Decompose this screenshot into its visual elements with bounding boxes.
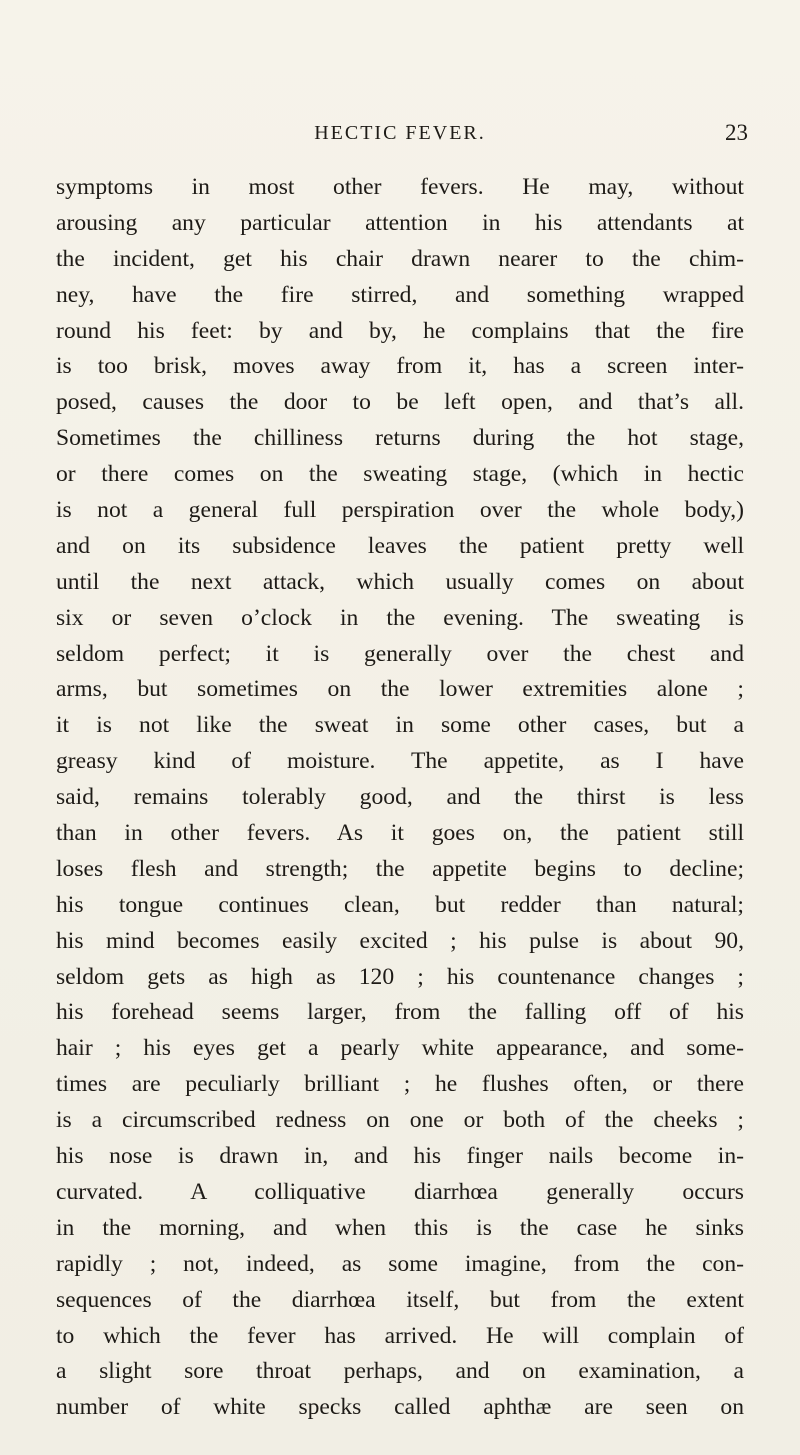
text-line: his mind becomes easily excited ; his pulse is about 90, <box>56 927 744 954</box>
text-line: said, remains tolerably good, and the thirst is less <box>56 784 744 811</box>
text-line: or there comes on the sweating stage, (which in hectic <box>56 461 744 488</box>
page-number: 23 <box>725 120 748 145</box>
running-head-title: HECTIC FEVER. <box>314 122 486 144</box>
body-text <box>56 170 744 1426</box>
text-line: number of white specks called aphthæ are seen on <box>56 1394 744 1421</box>
text-line: rapidly ; not, indeed, as some imagine, from the con- <box>56 1250 744 1277</box>
text-line: is a circumscribed redness on one or both of the cheeks ; <box>56 1107 744 1134</box>
text-line: is too brisk, moves away from it, has a screen inter- <box>56 353 744 380</box>
text-line: sequences of the diarrhœa itself, but from the extent <box>56 1286 744 1313</box>
text-line: posed, causes the door to be left open, and that’s all. <box>56 389 744 416</box>
text-line: arms, but sometimes on the lower extremities alone ; <box>56 676 744 703</box>
text-line: greasy kind of moisture. The appetite, as I have <box>56 748 744 775</box>
text-line: hair ; his eyes get a pearly white appearance, and some- <box>56 1035 744 1062</box>
text-line: until the next attack, which usually comes on about <box>56 568 744 595</box>
text-line: his tongue continues clean, but redder than natural; <box>56 891 744 918</box>
text-line: and on its subsidence leaves the patient pretty well <box>56 532 744 559</box>
text-line: curvated. A colliquative diarrhœa generally occurs <box>56 1178 744 1205</box>
text-line: his nose is drawn in, and his finger nails become in- <box>56 1143 744 1170</box>
text-line: six or seven o’clock in the evening. The sweating is <box>56 604 744 631</box>
text-line: arousing any particular attention in his attendants at <box>56 209 744 236</box>
text-line: in the morning, and when this is the case he sinks <box>56 1214 744 1241</box>
text-line: the incident, get his chair drawn nearer to the chim- <box>56 245 744 272</box>
text-line: it is not like the sweat in some other cases, but a <box>56 712 744 739</box>
text-line: ney, have the fire stirred, and something wrapped <box>56 281 744 308</box>
text-line: seldom perfect; it is generally over the chest and <box>56 640 744 667</box>
text-line: a slight sore throat perhaps, and on examination, a <box>56 1358 744 1385</box>
text-line: to which the fever has arrived. He will complain of <box>56 1322 744 1349</box>
text-line: symptoms in most other fevers. He may, without <box>56 174 744 200</box>
text-line: his forehead seems larger, from the falling off of his <box>56 999 744 1026</box>
text-line: than in other fevers. As it goes on, the patient still <box>56 820 744 847</box>
text-line: loses flesh and strength; the appetite begins to decline; <box>56 855 744 882</box>
text-line: seldom gets as high as 120 ; his countenance changes ; <box>56 963 744 990</box>
text-line: is not a general full perspiration over the whole body,) <box>56 497 744 524</box>
text-line: round his feet: by and by, he complains that the fire <box>56 317 744 344</box>
text-line: times are peculiarly brilliant ; he flushes often, or there <box>56 1071 744 1098</box>
text-line: Sometimes the chilliness returns during the hot stage, <box>56 425 744 452</box>
running-head <box>56 113 748 153</box>
